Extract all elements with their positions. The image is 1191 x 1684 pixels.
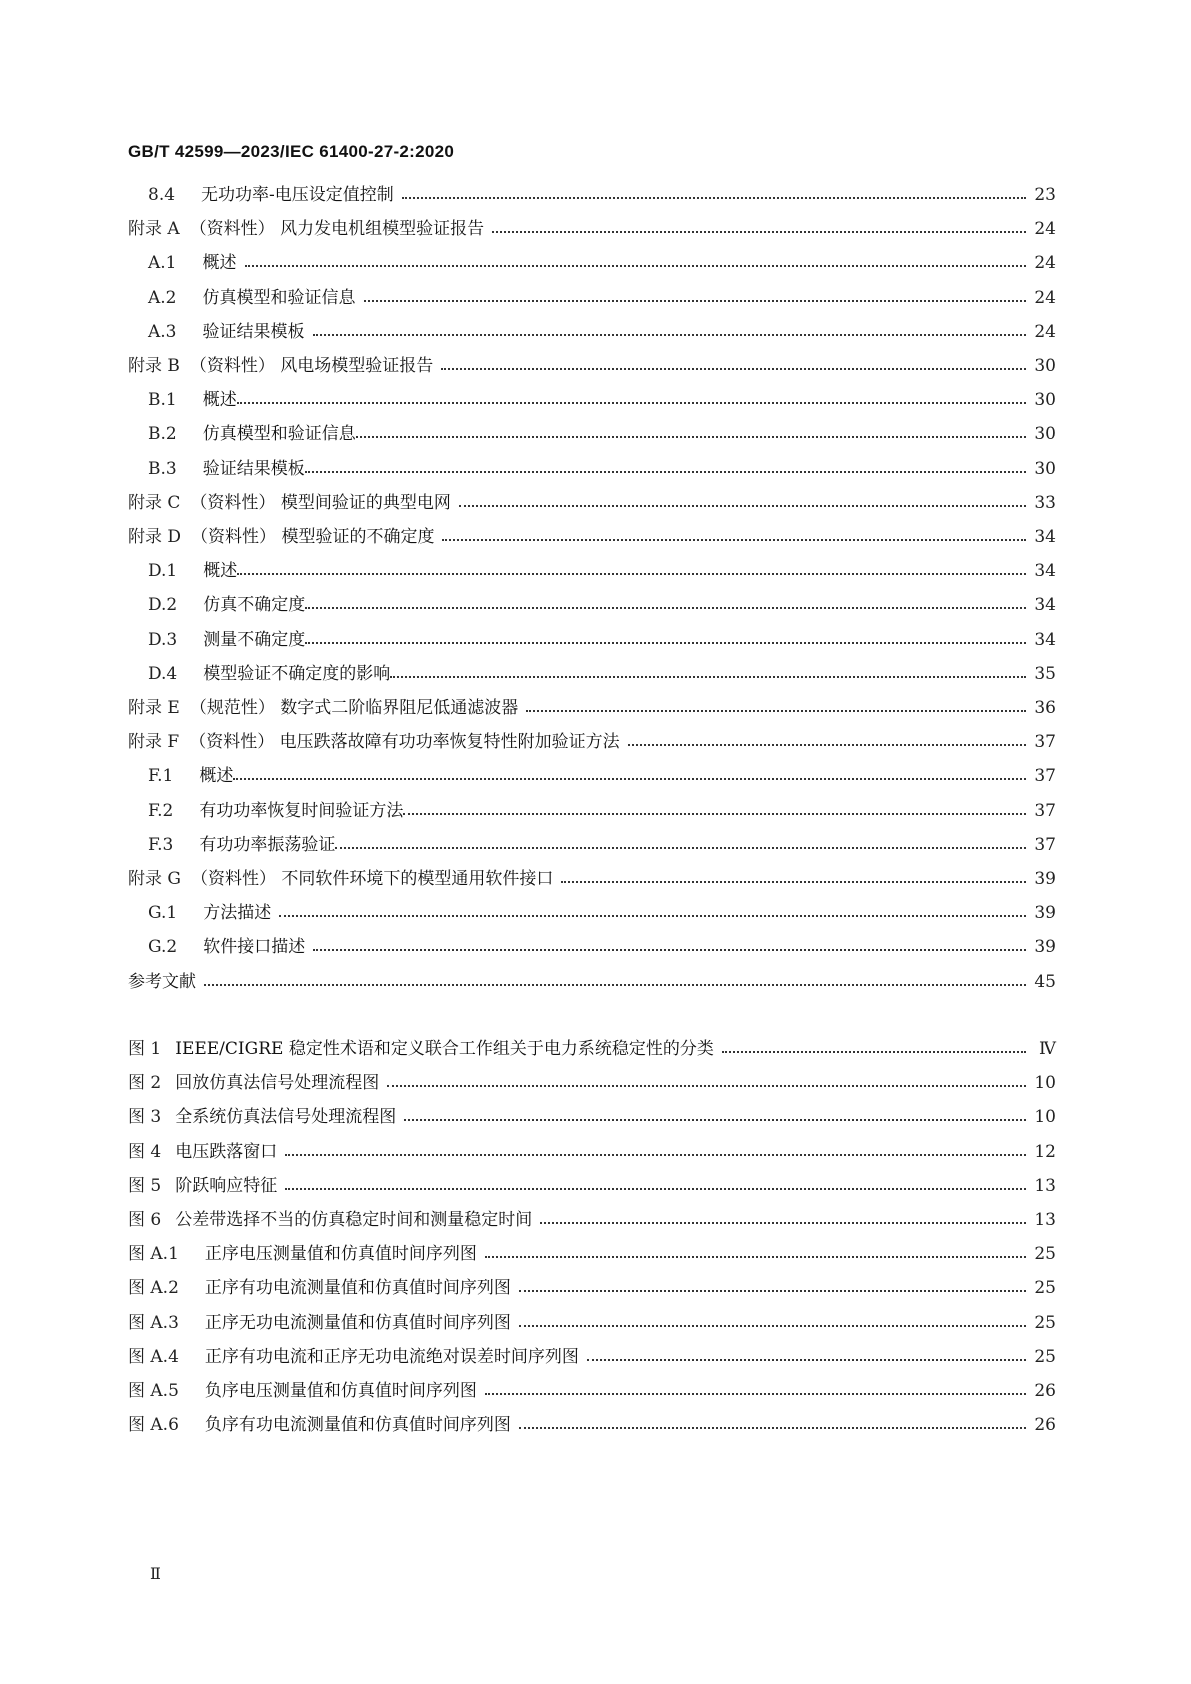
toc-entry[interactable]	[128, 729, 1056, 755]
toc-entry[interactable]	[128, 900, 1056, 926]
entry-title: 负序电压测量值和仿真值时间序列图	[204, 1381, 477, 1401]
entry-page-number: 25	[1034, 1346, 1056, 1367]
entry-number: A.3	[148, 321, 177, 342]
dot-leader	[628, 729, 1026, 755]
entry-number: B.1	[148, 390, 177, 411]
toc-entry[interactable]	[128, 456, 1056, 482]
entry-number: F.3	[148, 834, 174, 855]
toc-entry[interactable]	[128, 319, 1056, 345]
dot-leader	[540, 1207, 1026, 1233]
entry-number: 图 3	[128, 1107, 162, 1128]
entry-number: B.3	[148, 458, 177, 479]
entry-page-number: 23	[1034, 185, 1056, 205]
entry-number: 图 1	[128, 1039, 162, 1059]
entry-page-number: 13	[1034, 1210, 1056, 1230]
entry-number: 附录 A	[128, 219, 180, 240]
entry-page-number: 24	[1034, 219, 1056, 240]
entry-title: 测量不确定度	[203, 629, 306, 650]
dot-leader	[441, 353, 1026, 379]
figure-entry[interactable]	[128, 1139, 1056, 1165]
toc-entry[interactable]	[128, 216, 1056, 242]
entry-page-number: 37	[1034, 834, 1056, 855]
toc-entry[interactable]	[128, 627, 1056, 653]
entry-page-number: 10	[1034, 1107, 1056, 1128]
toc-entry[interactable]	[128, 387, 1056, 413]
dot-leader	[722, 1036, 1026, 1062]
entry-page-number: 45	[1034, 971, 1056, 992]
entry-page-number: 26	[1034, 1415, 1056, 1436]
entry-title: 电压跌落窗口	[175, 1141, 278, 1162]
entry-title: （资料性） 模型间验证的典型电网	[190, 492, 451, 513]
dot-leader	[587, 1344, 1026, 1370]
dot-leader	[387, 1070, 1026, 1096]
figure-entry[interactable]	[128, 1104, 1056, 1130]
entry-page-number: 34	[1034, 629, 1056, 650]
dot-leader	[237, 558, 1026, 584]
entry-page-number: 24	[1034, 287, 1056, 308]
entry-number: F.1	[148, 766, 174, 787]
toc-entry[interactable]	[128, 969, 1056, 995]
toc-entry[interactable]	[128, 182, 1056, 208]
entry-number: 附录 B	[128, 356, 180, 376]
entry-title: 软件接口描述	[203, 937, 306, 958]
entry-title: 方法描述	[203, 903, 272, 924]
toc-entry[interactable]	[128, 934, 1056, 960]
entry-number: 图 A.3	[128, 1312, 179, 1333]
figure-entry[interactable]	[128, 1241, 1056, 1267]
toc-entry[interactable]	[128, 421, 1056, 447]
entry-number: A.2	[148, 287, 177, 308]
entry-title: 正序无功电流测量值和仿真值时间序列图	[204, 1312, 511, 1333]
entry-number: 图 A.1	[128, 1244, 179, 1265]
toc-entry[interactable]	[128, 695, 1056, 721]
dot-leader	[279, 900, 1026, 926]
dot-leader	[237, 387, 1026, 413]
entry-page-number: 36	[1034, 698, 1056, 718]
entry-title: 概述	[203, 561, 238, 582]
entry-page-number: 37	[1034, 800, 1056, 821]
entry-number: D.4	[148, 663, 178, 684]
figure-entry[interactable]	[128, 1344, 1056, 1370]
entry-number: G.2	[148, 937, 178, 958]
entry-page-number: 26	[1034, 1381, 1056, 1401]
entry-page-number: 34	[1034, 527, 1056, 547]
dot-leader	[233, 763, 1026, 789]
entry-title: 正序有功电流测量值和仿真值时间序列图	[204, 1278, 511, 1299]
entry-title: （规范性） 数字式二阶临界阻尼低通滤波器	[189, 698, 519, 718]
entry-number: A.1	[148, 253, 177, 274]
entry-title: 阶跃响应特征	[175, 1175, 278, 1196]
toc-entry[interactable]	[128, 490, 1056, 516]
entry-page-number: 30	[1034, 390, 1056, 411]
entry-title: （资料性） 电压跌落故障有功功率恢复特性附加验证方法	[189, 732, 620, 753]
entry-number: D.3	[148, 629, 178, 650]
entry-page-number: 39	[1034, 903, 1056, 924]
entry-page-number: 12	[1034, 1141, 1056, 1162]
dot-leader	[485, 1378, 1026, 1404]
dot-leader	[313, 319, 1027, 345]
entry-page-number: 37	[1034, 732, 1056, 753]
toc-entry[interactable]	[128, 661, 1056, 687]
figure-entry[interactable]	[128, 1378, 1056, 1404]
dot-leader	[285, 1139, 1026, 1165]
entry-title: 概述	[202, 390, 237, 411]
entry-title: 验证结果模板	[202, 458, 305, 479]
dot-leader	[403, 798, 1026, 824]
entry-title: 正序电压测量值和仿真值时间序列图	[204, 1244, 477, 1265]
dot-leader	[313, 934, 1026, 960]
entry-number: B.2	[148, 424, 177, 445]
entry-number: D.2	[148, 595, 178, 616]
entry-title: 回放仿真法信号处理流程图	[175, 1073, 380, 1094]
dot-leader	[305, 456, 1026, 482]
entry-number: 附录 F	[128, 732, 180, 753]
entry-page-number: 30	[1034, 424, 1056, 445]
entry-number: 图 6	[128, 1210, 162, 1230]
entry-title: 正序有功电流和正序无功电流绝对误差时间序列图	[204, 1346, 579, 1367]
dot-leader	[335, 832, 1026, 858]
entry-page-number: 39	[1034, 937, 1056, 958]
entry-title: 全系统仿真法信号处理流程图	[175, 1107, 397, 1128]
entry-page-number: 39	[1034, 869, 1056, 889]
entry-number: 图 A.4	[128, 1346, 179, 1367]
entry-number: 图 2	[128, 1073, 162, 1094]
dot-leader	[204, 969, 1026, 995]
dot-leader	[402, 182, 1026, 208]
toc-entry[interactable]	[128, 524, 1056, 550]
entry-title: 有功功率振荡验证	[199, 834, 336, 855]
entry-number: 图 4	[128, 1141, 162, 1162]
entry-title: IEEE/CIGRE 稳定性术语和定义联合工作组关于电力系统稳定性的分类	[175, 1039, 714, 1059]
toc-entry[interactable]	[128, 250, 1056, 276]
entry-title: （资料性） 风电场模型验证报告	[189, 356, 434, 376]
entry-number: 图 A.6	[128, 1415, 179, 1436]
toc-entry[interactable]	[128, 798, 1056, 824]
toc-entry[interactable]	[128, 353, 1056, 379]
figure-entry[interactable]	[128, 1412, 1056, 1438]
figure-entry[interactable]	[128, 1310, 1056, 1336]
entry-page-number: 35	[1034, 663, 1056, 684]
page-number: Ⅱ	[150, 1564, 161, 1583]
toc-entry[interactable]	[128, 763, 1056, 789]
entry-page-number: 25	[1034, 1312, 1056, 1333]
toc-entry[interactable]	[128, 592, 1056, 618]
figure-entry[interactable]	[128, 1275, 1056, 1301]
dot-leader	[519, 1412, 1026, 1438]
entry-title: 有功功率恢复时间验证方法	[199, 800, 404, 821]
dot-leader	[305, 592, 1026, 618]
dot-leader	[442, 524, 1026, 550]
dot-leader	[285, 1173, 1026, 1199]
entry-page-number: 34	[1034, 595, 1056, 616]
dot-leader	[492, 216, 1026, 242]
dot-leader	[519, 1310, 1026, 1336]
toc-entry[interactable]	[128, 866, 1056, 892]
figure-entry[interactable]	[128, 1070, 1056, 1096]
dot-leader	[485, 1241, 1026, 1267]
entry-page-number: 25	[1034, 1244, 1056, 1265]
entry-number: 附录 G	[128, 869, 181, 889]
figure-entry[interactable]	[128, 1207, 1056, 1233]
entry-title: 概述	[199, 766, 234, 787]
entry-page-number: 25	[1034, 1278, 1056, 1299]
dot-leader	[305, 627, 1026, 653]
entry-number: 附录 C	[128, 492, 181, 513]
entry-title: 负序有功电流测量值和仿真值时间序列图	[204, 1415, 511, 1436]
entry-page-number: Ⅳ	[1039, 1039, 1056, 1059]
entry-number: F.2	[148, 800, 174, 821]
entry-page-number: 24	[1034, 253, 1056, 274]
entry-title: （资料性） 风力发电机组模型验证报告	[189, 219, 485, 240]
entry-title: 仿真模型和验证信息	[202, 424, 356, 445]
entry-title: 无功功率-电压设定值控制	[201, 185, 394, 205]
entry-page-number: 24	[1034, 321, 1056, 342]
document-header: GB/T 42599—2023/IEC 61400-27-2:2020	[128, 142, 455, 161]
figure-entry[interactable]	[128, 1036, 1056, 1062]
figure-entry[interactable]	[128, 1173, 1056, 1199]
entry-title: 仿真不确定度	[203, 595, 306, 616]
entry-number: 附录 E	[128, 698, 180, 718]
entry-number: D.1	[148, 561, 178, 582]
toc-entry[interactable]	[128, 832, 1056, 858]
dot-leader	[404, 1104, 1026, 1130]
dot-leader	[459, 490, 1026, 516]
dot-leader	[519, 1275, 1026, 1301]
entry-number: 图 5	[128, 1175, 162, 1196]
entry-number: 图 A.5	[128, 1381, 179, 1401]
entry-page-number: 37	[1034, 766, 1056, 787]
toc-entry[interactable]	[128, 285, 1056, 311]
dot-leader	[245, 250, 1027, 276]
dot-leader	[356, 421, 1026, 447]
entry-page-number: 30	[1034, 356, 1056, 376]
entry-number: 附录 D	[128, 527, 182, 547]
entry-number: 8.4	[148, 185, 176, 205]
entry-title: 模型验证不确定度的影响	[203, 663, 391, 684]
entry-title: 公差带选择不当的仿真稳定时间和测量稳定时间	[175, 1210, 533, 1230]
entry-title: （资料性） 模型验证的不确定度	[191, 527, 435, 547]
entry-page-number: 13	[1034, 1175, 1056, 1196]
dot-leader	[390, 661, 1026, 687]
entry-title: （资料性） 不同软件环境下的模型通用软件接口	[190, 869, 554, 889]
entry-page-number: 33	[1034, 492, 1056, 513]
dot-leader	[364, 285, 1027, 311]
toc-entry[interactable]	[128, 558, 1056, 584]
entry-title: 参考文献	[128, 971, 196, 992]
entry-title: 验证结果模板	[202, 321, 305, 342]
entry-title: 仿真模型和验证信息	[202, 287, 356, 308]
entry-number: G.1	[148, 903, 178, 924]
entry-title: 概述	[202, 253, 237, 274]
entry-page-number: 30	[1034, 458, 1056, 479]
entry-number: 图 A.2	[128, 1278, 179, 1299]
dot-leader	[526, 695, 1026, 721]
entry-page-number: 10	[1034, 1073, 1056, 1094]
entry-page-number: 34	[1034, 561, 1056, 582]
dot-leader	[561, 866, 1026, 892]
